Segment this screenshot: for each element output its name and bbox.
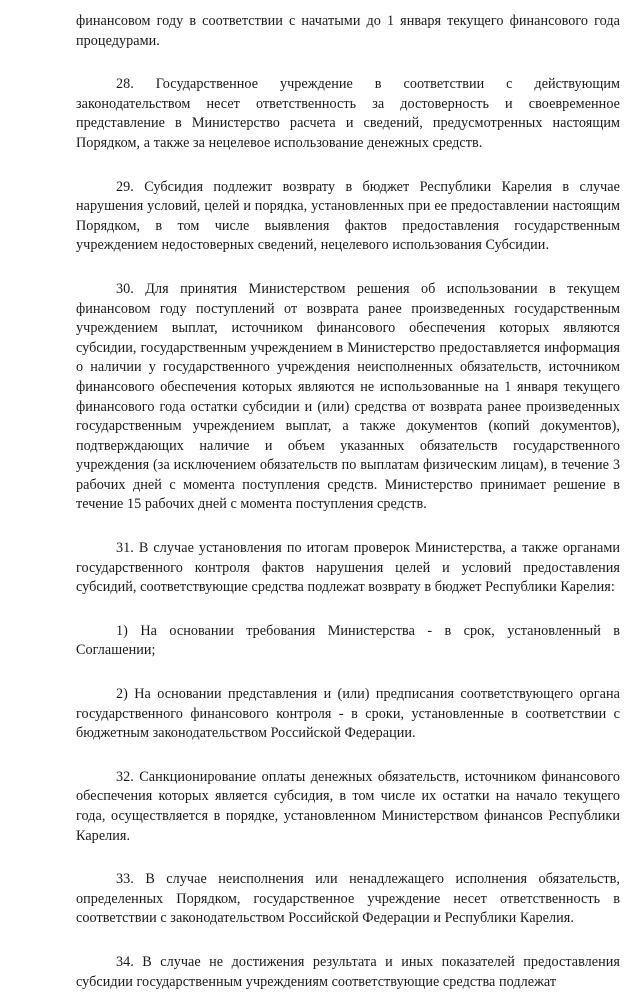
paragraph-29: 29. Субсидия подлежит возврату в бюджет Республики Карелия в случае нарушения условий, целей и порядка, установленных при ее предоставлении настоящим Порядком, в том числе выявления фактов предоставления государственным учреждением недостоверных сведений, нецелевого использования Субсидии. [76,178,620,254]
paragraph-34: 34. В случае не достижения результата и иных показателей предоставления субсидии государственным учреждениям соответствующие средства подлежат [76,953,620,990]
paragraph-31-item-2: 2) На основании представления и (или) предписания соответствующего органа государственного финансового контроля - в сроки, установленные в соответствии с бюджетным законодательством Российской Федерации. [76,686,620,742]
paragraph-31-item-1: 1) На основании требования Министерства - в срок, установленный в Соглашении; [76,622,620,659]
paragraph-31: 31. В случае установления по итогам проверок Министерства, а также органами государственного контроля фактов нарушения целей и условий предоставления субсидий, соответствующие средства подлежат возврату в бюджет Республики Карелия: [76,540,620,596]
paragraph-33: 33. В случае неисполнения или ненадлежащего исполнения обязательств, определенных Порядком, государственное учреждение несет ответственность в соответствии с законодательством Российской Федерации и Республики Карелия. [76,871,620,927]
paragraph-30: 30. Для принятия Министерством решения об использовании в текущем финансовом году поступлений от возврата ранее произведенных государственным учреждением выплат, источником финансового обеспечения которых являются субсидии, государственным учреждением в Министерство предоставляется информация о наличии у государственного учреждения неисполненных обязательств, источником финансового обеспечения которых являются не использованные на 1 января текущего финансового года остатки субсидии и (или) средства от возврата ранее произведенных государственным учреждением выплат, а также документов (копий документов), подтверждающих наличие и объем указанных обязательств государственного учреждения (за исключением обязательств по выплатам физическим лицам), в течение 3 рабочих дней с момента поступления средств. Министерство принимает решение в течение 15 рабочих дней с момента поступления средств. [76,280,620,513]
paragraph-continuation: финансовом году в соответствии с начатыми до 1 января текущего финансового года процедурами. [76,13,620,49]
paragraph-28: 28. Государственное учреждение в соответствии с действующим законодательством несет ответственность за достоверность и своевременное представление в Министерство расчета и сведений, предусмотренных настоящим Порядком, а также за нецелевое использование денежных средств. [76,76,620,151]
paragraph-32: 32. Санкционирование оплаты денежных обязательств, источником финансового обеспечения которых является субсидия, в том числе их остатки на начало текущего года, осуществляется в порядке, установленном Министерством финансов Республики Карелия. [76,768,620,844]
